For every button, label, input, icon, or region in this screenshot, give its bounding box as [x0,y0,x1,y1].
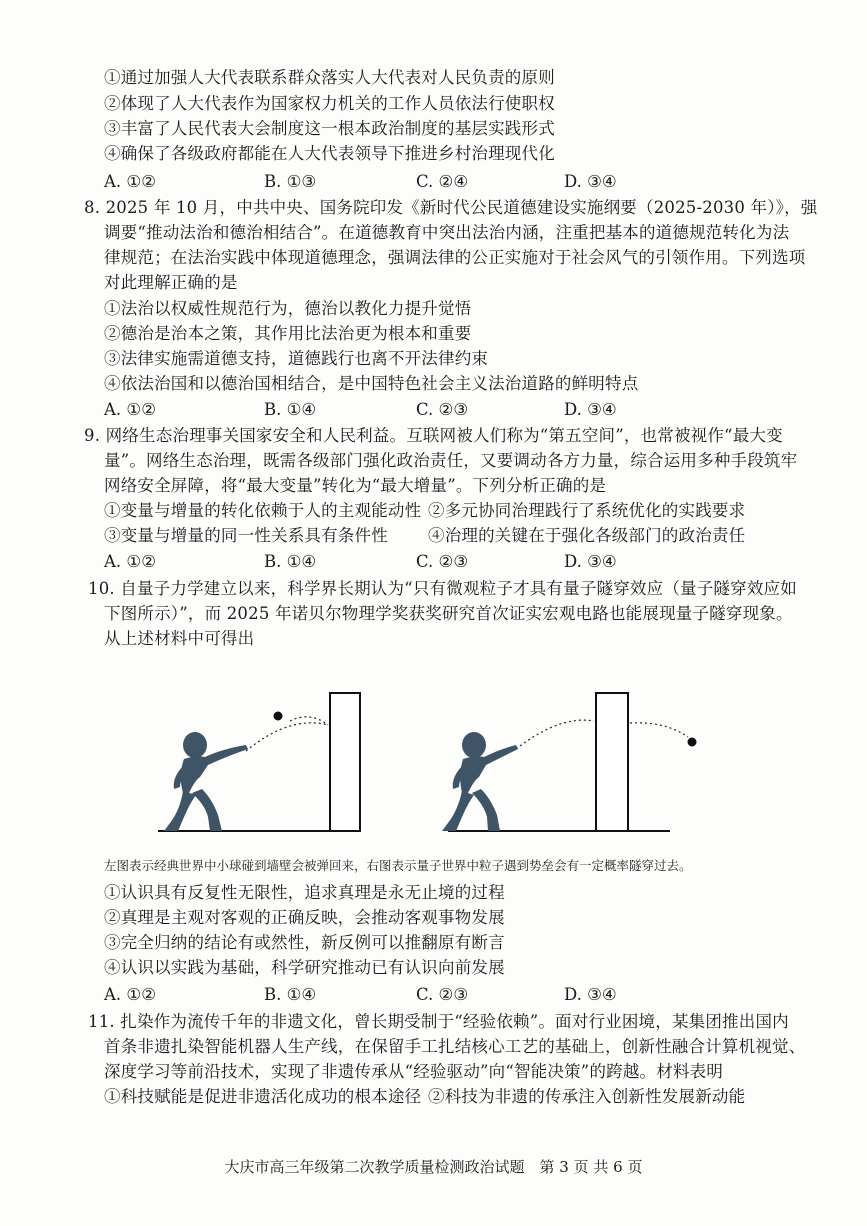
particle-icon [688,738,697,747]
q8-item-1: ①法治以权威性规范行为，德治以教化力提升觉悟 [104,299,472,318]
q11-stem-line-2: 首条非遗扎染智能机器人生产线，在保留手工扎结核心工艺的基础上，创新性融合计算机视觉、 [104,1037,806,1056]
q11-item-1: ①科技赋能是促进非遗活化成功的根本途径 [104,1087,422,1106]
q7-item-2: ②体现了人大代表作为国家权力机关的工作人员依法行使职权 [104,94,555,113]
q7-option-c[interactable]: C. ②④ [416,172,469,191]
q7-option-b[interactable]: B. ①③ [264,172,317,191]
q9-option-c[interactable]: C. ②③ [416,552,469,571]
q9-item-4: ④治理的关键在于强化各级部门的政治责任 [428,526,746,545]
q8-stem-line-4: 对此理解正确的是 [104,273,238,292]
q9-stem-line-1: 9. 网络生态治理事关国家安全和人民利益。互联网被人们称为“第五空间”，也常被视作“最大变 [84,426,783,445]
q10-option-a[interactable]: A. ①② [104,985,156,1004]
q10-item-1: ①认识具有反复性无限性，追求真理是永无止境的过程 [104,883,505,902]
q10-stem-line-3: 从上述材料中可得出 [104,629,255,648]
q11-stem-line-3: 深度学习等前沿技术，实现了非遗传承从“经验驱动”向“智能决策”的跨越。材料表明 [104,1062,724,1081]
figure-caption: 左图表示经典世界中小球碰到墙壁会被弹回来，右图表示量子世界中粒子遇到势垒会有一定概率隧穿过去。 [104,858,692,873]
q10-item-3: ③完全归纳的结论有或然性，新反例可以推翻原有断言 [104,933,505,952]
page-footer: 大庆市高三年级第二次教学质量检测政治试题 第 3 页 共 6 页 [224,1158,643,1176]
q7-item-4: ④确保了各级政府都能在人大代表领导下推进乡村治理现代化 [104,144,555,163]
q8-item-4: ④依法治国和以德治国相结合，是中国特色社会主义法治道路的鲜明特点 [104,374,639,393]
classical-panel [158,693,360,831]
q7-item-1: ①通过加强人大代表联系群众落实人大代表对人民负责的原则 [104,68,555,87]
q10-option-c[interactable]: C. ②③ [416,985,469,1004]
ball-icon [274,712,283,721]
q9-option-a[interactable]: A. ①② [104,552,156,571]
q8-stem-line-1: 8. 2025 年 10 月，中共中央、国务院印发《新时代公民道德建设实施纲要（2025-2030 年）》，强 [84,198,818,217]
child-figure-icon [164,732,248,831]
q10-stem-line-2: 下图所示）”，而 2025 年诺贝尔物理学奖获奖研究首次证实宏观电路也能展现量子隧穿现象。 [104,604,793,623]
quantum-panel [442,693,697,831]
q8-item-3: ③法律实施需道德支持，道德践行也离不开法律约束 [104,349,489,368]
q7-item-3: ③丰富了人民代表大会制度这一根本政治制度的基层实践形式 [104,119,555,138]
q8-option-b[interactable]: B. ①④ [264,400,317,419]
q7-option-d[interactable]: D. ③④ [564,172,617,191]
q10-stem-line-1: 10. 自量子力学建立以来，科学界长期认为“只有微观粒子才具有量子隧穿效应（量子隧穿效应如 [88,579,797,598]
q11-stem-line-1: 11. 扎染作为流传千年的非遗文化，曾长期受制于“经验依赖”。面对行业困境，某集团推出国内 [88,1012,789,1031]
q10-item-2: ②真理是主观对客观的正确反映，会推动客观事物发展 [104,908,505,927]
q9-item-2: ②多元协同治理践行了系统优化的实践要求 [428,501,746,520]
q9-option-b[interactable]: B. ①④ [264,552,317,571]
q9-stem-line-2: 量”。网络生态治理，既需各级部门强化政治责任，又要调动各方力量，综合运用多种手段筑牢 [104,451,798,470]
q9-option-d[interactable]: D. ③④ [564,552,617,571]
q10-item-4: ④认识以实践为基础，科学研究推动已有认识向前发展 [104,958,505,977]
q11-item-2: ②科技为非遗的传承注入创新性发展新动能 [428,1087,746,1106]
q8-item-2: ②德治是治本之策，其作用比法治更为根本和重要 [104,324,472,343]
q9-stem-line-3: 网络安全屏障，将“最大变量”转化为“最大增量”。下列分析正确的是 [104,476,607,495]
q8-option-c[interactable]: C. ②③ [416,400,469,419]
q8-option-a[interactable]: A. ①② [104,400,156,419]
q9-item-3: ③变量与增量的同一性关系具有条件性 [104,526,388,545]
q9-item-1: ①变量与增量的转化依赖于人的主观能动性 [104,501,422,520]
q10-option-d[interactable]: D. ③④ [564,985,617,1004]
q7-option-a[interactable]: A. ①② [104,172,156,191]
q8-option-d[interactable]: D. ③④ [564,400,617,419]
q8-stem-line-3: 律规范；在法治实践中体现道德理念，强调法律的公正实施对于社会风气的引领作用。下列选项 [104,248,806,267]
child-figure-icon [442,732,518,831]
quantum-tunneling-figure [150,685,820,835]
q8-stem-line-2: 调要“推动法治和德治相结合”。在道德教育中突出法治内涵，注重把基本的道德规范转化为法 [104,223,790,242]
q10-option-b[interactable]: B. ①④ [264,985,317,1004]
